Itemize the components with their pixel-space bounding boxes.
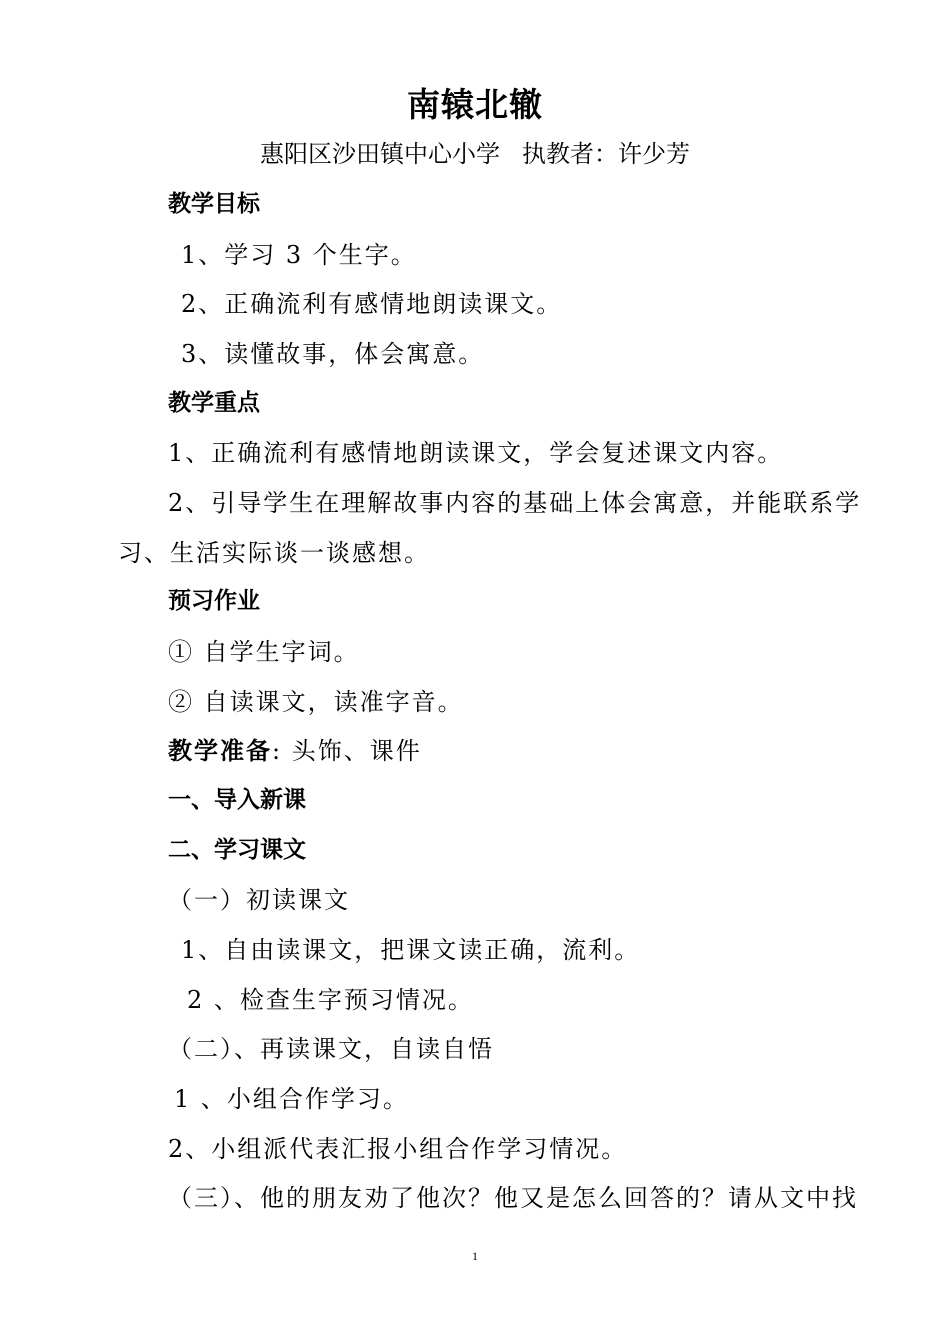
key-point-item: 2、引导学生在理解故事内容的基础上体会寓意，并能联系学	[168, 489, 862, 517]
key-point-item-continued: 习、生活实际谈一谈感想。	[118, 539, 430, 567]
step-item: 2 、检查生字预习情况。	[187, 986, 474, 1014]
step-item: （三）、他的朋友劝了他次？他又是怎么回答的？请从文中找	[168, 1184, 858, 1212]
teaching-prep-value: : 头饰、课件	[272, 737, 422, 765]
teaching-prep	[168, 739, 422, 763]
goals-heading: 教学目标	[168, 191, 260, 217]
preview-item: ① 自学生字词。	[168, 638, 360, 666]
step-item: （二）、再读课文，自读自悟	[168, 1035, 494, 1063]
key-point-item: 1、正确流利有感情地朗读课文，学会复述课文内容。	[168, 439, 784, 467]
key-points-heading: 教学重点	[168, 390, 260, 416]
preview-item: ② 自读课文，读准字音。	[168, 688, 464, 716]
step-item: 2、小组派代表汇报小组合作学习情况。	[168, 1135, 628, 1163]
step-item: （一）初读课文	[168, 886, 350, 914]
document-subtitle	[0, 142, 950, 166]
school-name: 惠阳区沙田镇中心小学	[260, 140, 500, 168]
goal-item: 2、正确流利有感情地朗读课文。	[181, 290, 563, 318]
step-item: 1 、小组合作学习。	[174, 1085, 409, 1113]
page-number: 1	[472, 1249, 478, 1263]
document-title: 南辕北辙	[407, 85, 543, 124]
goal-item: 1、学习 3 个生字。	[181, 241, 417, 269]
part-one-heading: 一、导入新课	[168, 787, 306, 813]
preview-heading: 预习作业	[168, 588, 260, 614]
part-two-heading: 二、学习课文	[168, 837, 306, 863]
goal-item: 3、读懂故事，体会寓意。	[181, 340, 485, 368]
teaching-prep-label: 教学准备	[168, 737, 272, 765]
teacher-name: 执教者：许少芳	[522, 140, 690, 168]
step-item: 1、自由读课文，把课文读正确，流利。	[181, 936, 641, 964]
